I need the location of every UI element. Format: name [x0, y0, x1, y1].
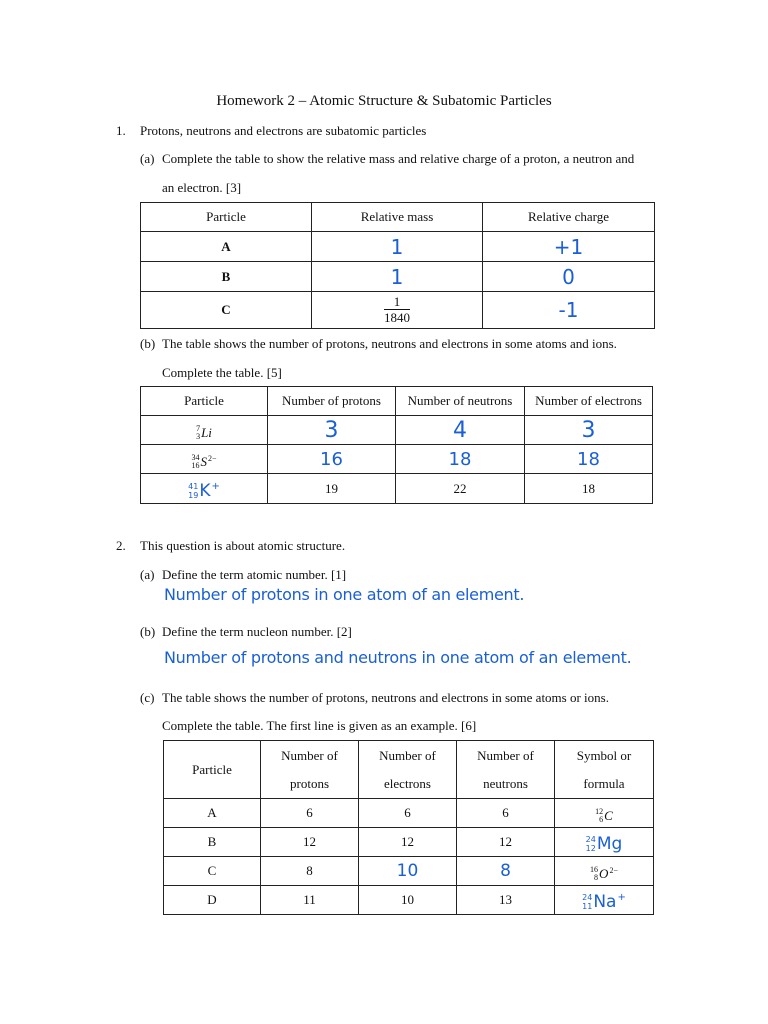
- subquestion-text: The table shows the number of protons, neutrons and electrons in some atoms and ions.: [162, 336, 617, 351]
- atomic-number: 6: [599, 815, 604, 824]
- table-row: [141, 292, 655, 329]
- fraction-numerator: 1: [393, 293, 401, 309]
- protons-cell: 11: [261, 886, 359, 915]
- nuclide-symbol-handwritten: [188, 481, 220, 501]
- atoms-ions-table: [163, 740, 654, 915]
- ion-charge: +: [211, 480, 220, 492]
- table-header-row: [141, 387, 653, 416]
- table-row: [141, 416, 653, 445]
- question-number: 2.: [116, 538, 126, 553]
- protons-cell: 6: [261, 799, 359, 828]
- ion-charge: 2−: [609, 866, 618, 875]
- fraction: [384, 295, 410, 325]
- nuclide-symbol: [196, 425, 212, 441]
- table-row: [141, 445, 653, 474]
- charge-answer: -1: [483, 292, 655, 329]
- nuclide-cell: [141, 474, 268, 504]
- particle-cell: D: [164, 886, 261, 915]
- neutrons-answer: 18: [396, 445, 525, 474]
- element-symbol: C: [604, 808, 613, 823]
- electrons-cell: 10: [359, 886, 457, 915]
- protons-cell: 8: [261, 857, 359, 886]
- table-row: [164, 828, 654, 857]
- ion-charge: +: [617, 892, 626, 903]
- particles-count-table: [140, 386, 653, 504]
- element-symbol: Mg: [596, 834, 623, 854]
- mass-number: 24: [582, 893, 593, 902]
- subquestion-label: (b): [140, 624, 156, 639]
- table-header: [457, 741, 555, 799]
- particle-cell: A: [141, 232, 312, 262]
- mass-number: 16: [590, 865, 599, 874]
- subquestion-text: The table shows the number of protons, neutrons and electrons in some atoms or ions.: [162, 690, 609, 705]
- nuclide-symbol-handwritten: [582, 892, 626, 912]
- header-line: protons: [290, 775, 329, 791]
- element-symbol: Li: [201, 425, 212, 440]
- subquestion-text-cont: Complete the table. The first line is given as an example. [6]: [162, 718, 477, 733]
- table-header: [261, 741, 359, 799]
- neutrons-cell: 12: [457, 828, 555, 857]
- particle-cell: A: [164, 799, 261, 828]
- header-line: Number of: [281, 747, 338, 763]
- subquestion-text: Define the term nucleon number. [2]: [162, 624, 352, 639]
- relative-mass-charge-table: [140, 202, 655, 329]
- neutrons-cell: 22: [396, 474, 525, 504]
- table-header: Number of neutrons: [396, 387, 525, 416]
- electrons-cell: 6: [359, 799, 457, 828]
- atomic-number: 3: [196, 432, 201, 441]
- header-line: Symbol or: [576, 747, 632, 763]
- question-number: 1.: [116, 123, 126, 138]
- atomic-number: 11: [582, 902, 593, 911]
- table-header: Particle: [164, 741, 261, 799]
- table-header: Particle: [141, 387, 268, 416]
- protons-answer: 3: [268, 416, 396, 445]
- question-text: This question is about atomic structure.: [140, 538, 346, 553]
- table-header: Number of protons: [268, 387, 396, 416]
- page-title: Homework 2 – Atomic Structure & Subatomic Particles: [216, 93, 552, 109]
- protons-cell: 12: [261, 828, 359, 857]
- symbol-cell: [555, 857, 654, 886]
- protons-answer: 16: [268, 445, 396, 474]
- header-line: electrons: [384, 775, 431, 791]
- neutrons-cell: 6: [457, 799, 555, 828]
- symbol-cell: [555, 886, 654, 915]
- table-row: [141, 262, 655, 292]
- table-header: Number of electrons: [525, 387, 653, 416]
- nuclide-symbol: [191, 454, 216, 470]
- neutrons-cell: 13: [457, 886, 555, 915]
- particle-cell: C: [141, 292, 312, 329]
- table-row: [164, 886, 654, 915]
- mass-number: 7: [196, 424, 201, 433]
- subquestion-label: (a): [140, 567, 155, 582]
- atomic-number: 8: [594, 873, 599, 882]
- subquestion-text: Complete the table to show the relative mass and relative charge of a proton, a neutron and: [162, 151, 635, 166]
- question-text: Protons, neutrons and electrons are subatomic particles: [140, 123, 427, 138]
- table-header: Relative mass: [312, 203, 483, 232]
- subquestion-text-cont: an electron. [3]: [162, 180, 242, 195]
- particle-cell: B: [141, 262, 312, 292]
- element-symbol: Na: [593, 892, 617, 912]
- mass-number: 12: [595, 807, 604, 816]
- symbol-cell: [555, 828, 654, 857]
- mass-answer: 1: [312, 262, 483, 292]
- symbol-cell: [555, 799, 654, 828]
- mass-answer: 1: [312, 232, 483, 262]
- atomic-number: 16: [191, 461, 200, 470]
- electrons-answer: 10: [359, 857, 457, 886]
- electrons-answer: 3: [525, 416, 653, 445]
- table-row: [141, 232, 655, 262]
- subquestion-label: (c): [140, 690, 155, 705]
- atomic-number: 12: [585, 844, 596, 853]
- neutrons-answer: 8: [457, 857, 555, 886]
- ion-charge: 2−: [207, 454, 217, 463]
- element-symbol: O: [599, 866, 609, 881]
- particle-cell: C: [164, 857, 261, 886]
- mass-number: 41: [188, 481, 199, 491]
- mass-number: 24: [585, 835, 596, 844]
- fraction-denominator: 1840: [384, 309, 410, 325]
- header-line: formula: [583, 775, 625, 791]
- particle-cell: B: [164, 828, 261, 857]
- element-symbol: S: [200, 454, 207, 469]
- nuclide-symbol-handwritten: [586, 834, 623, 854]
- electrons-cell: 18: [525, 474, 653, 504]
- protons-cell: 19: [268, 474, 396, 504]
- electrons-answer: 18: [525, 445, 653, 474]
- nuclide-cell: [141, 416, 268, 445]
- electrons-cell: 12: [359, 828, 457, 857]
- charge-answer: 0: [483, 262, 655, 292]
- table-row: [141, 474, 653, 504]
- neutrons-answer: 4: [396, 416, 525, 445]
- header-line: neutrons: [483, 775, 528, 791]
- handwritten-answer: Number of protons in one atom of an element.: [164, 585, 525, 604]
- mass-number: 34: [191, 453, 200, 462]
- subquestion-label: (b): [140, 336, 156, 351]
- subquestion-label: (a): [140, 151, 155, 166]
- charge-answer: +1: [483, 232, 655, 262]
- subquestion-text-cont: Complete the table. [5]: [162, 365, 282, 380]
- table-header-row: [141, 203, 655, 232]
- element-symbol: K: [199, 480, 211, 501]
- atomic-number: 19: [188, 490, 199, 500]
- table-header: [359, 741, 457, 799]
- table-header: [555, 741, 654, 799]
- table-header-row: [164, 741, 654, 799]
- nuclide-cell: [141, 445, 268, 474]
- table-row: [164, 857, 654, 886]
- handwritten-answer: Number of protons and neutrons in one atom of an element.: [164, 648, 632, 667]
- table-row: [164, 799, 654, 828]
- header-line: Number of: [379, 747, 436, 763]
- nuclide-symbol: [590, 866, 618, 882]
- header-line: Number of: [477, 747, 534, 763]
- table-header: Relative charge: [483, 203, 655, 232]
- nuclide-symbol: [595, 808, 613, 824]
- mass-fraction-cell: [312, 292, 483, 329]
- table-header: Particle: [141, 203, 312, 232]
- subquestion-text: Define the term atomic number. [1]: [162, 567, 347, 582]
